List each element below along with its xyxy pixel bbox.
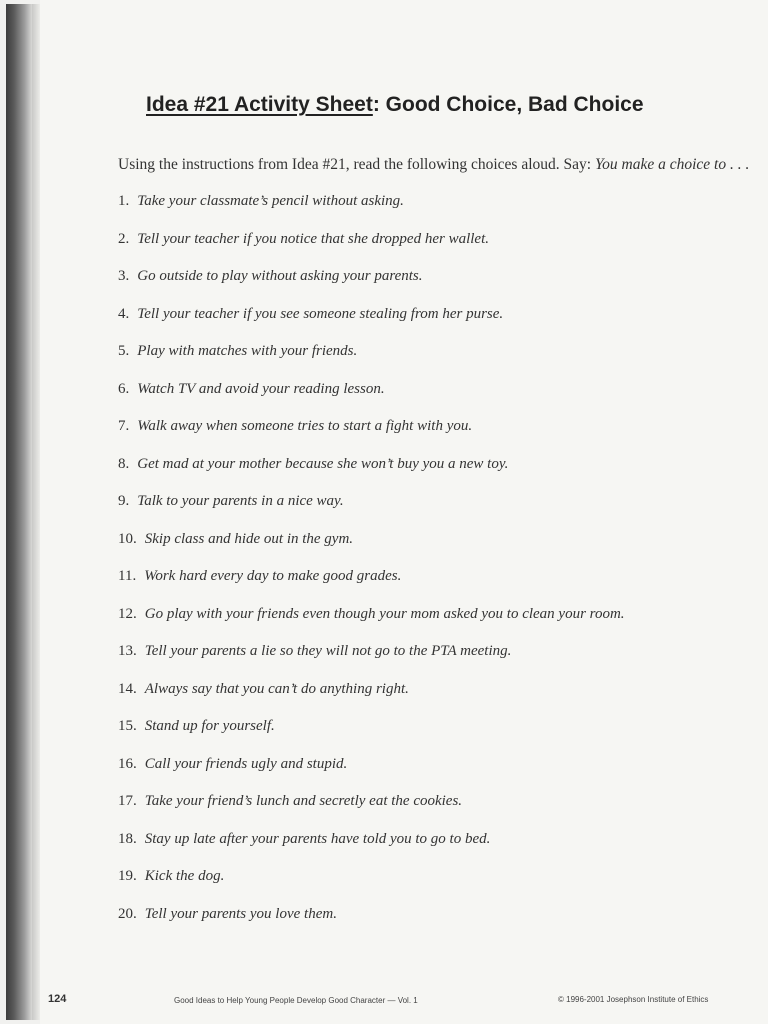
instructions-prompt: You make a choice to . . . [594,156,750,173]
choice-item [118,756,625,794]
choice-text: Take your friend’s lunch and secretly eat the cookies. [144,793,463,809]
choice-text: Take your classmate’s pencil without asking. [137,193,404,209]
choice-number: 9. [118,493,130,509]
choice-item [118,868,625,906]
choice-text: Stay up late after your parents have told you to go to bed. [144,830,491,847]
page-number: 124 [48,993,67,1005]
choice-number: 7. [118,418,130,434]
choice-item [118,568,625,606]
choice-number: 20. [118,905,137,922]
choice-text: Tell your teacher if you notice that she dropped her wallet. [137,230,490,247]
choice-item [118,193,625,231]
choices-list [118,193,625,943]
choice-text: Tell your parents you love them. [144,905,337,922]
choice-item [118,793,625,831]
choice-text: Stand up for yourself. [144,718,275,734]
choice-number: 15. [118,718,137,734]
choice-number: 17. [118,793,137,809]
choice-item [118,456,625,494]
choice-item [118,831,625,869]
choice-number: 4. [118,305,130,322]
book-binding-shadow [6,4,32,1020]
choice-text: Go outside to play without asking your parents. [137,268,423,284]
choice-item [118,531,625,569]
title-rest: : Good Choice, Bad Choice [372,93,644,116]
choice-text: Watch TV and avoid your reading lesson. [137,380,385,397]
choice-text: Call your friends ugly and stupid. [144,755,348,772]
choice-text: Talk to your parents in a nice way. [137,493,344,509]
choice-number: 10. [118,530,137,547]
choice-item [118,493,625,531]
book-binding-edge [32,4,40,1020]
choice-item [118,343,625,381]
choice-text: Go play with your friends even though your mom asked you to clean your room. [144,605,625,622]
choice-item [118,718,625,756]
instructions-text: Using the instructions from Idea #21, read the following choices aloud. Say: [118,156,595,173]
choice-text: Skip class and hide out in the gym. [144,530,354,547]
choice-item [118,381,625,419]
choice-text: Tell your parents a lie so they will not go to the PTA meeting. [144,643,512,659]
choice-number: 6. [118,380,130,397]
choice-text: Always say that you can’t do anything right. [144,680,409,697]
choice-number: 16. [118,755,137,772]
choice-number: 14. [118,680,137,697]
choice-item [118,306,625,344]
choice-number: 13. [118,643,137,659]
choice-number: 11. [118,568,137,584]
choice-text: Get mad at your mother because she won’t buy you a new toy. [137,455,509,472]
choice-number: 3. [118,268,130,284]
title-underlined-part: Idea #21 Activity Sheet [146,93,373,116]
choice-number: 19. [118,868,137,884]
choice-number: 8. [118,455,130,472]
choice-text: Kick the dog. [144,868,225,884]
choice-item [118,268,625,306]
choice-item [118,906,625,944]
choice-text: Walk away when someone tries to start a fight with you. [137,418,473,434]
instructions-paragraph [118,156,749,174]
page-title [146,93,644,117]
choice-number: 12. [118,605,137,622]
choice-item [118,681,625,719]
choice-text: Tell your teacher if you see someone stealing from her purse. [137,305,504,322]
choice-number: 2. [118,230,130,247]
footer-book-title: Good Ideas to Help Young People Develop Good Character — Vol. 1 [174,996,418,1005]
choice-item [118,606,625,644]
choice-number: 1. [118,193,130,209]
choice-text: Play with matches with your friends. [137,343,358,359]
footer-copyright: © 1996-2001 Josephson Institute of Ethics [558,995,709,1004]
page-footer [0,995,768,1011]
choice-number: 5. [118,343,130,359]
choice-item [118,643,625,681]
choice-item [118,418,625,456]
choice-item [118,231,625,269]
choice-text: Work hard every day to make good grades. [144,568,402,584]
choice-number: 18. [118,830,137,847]
